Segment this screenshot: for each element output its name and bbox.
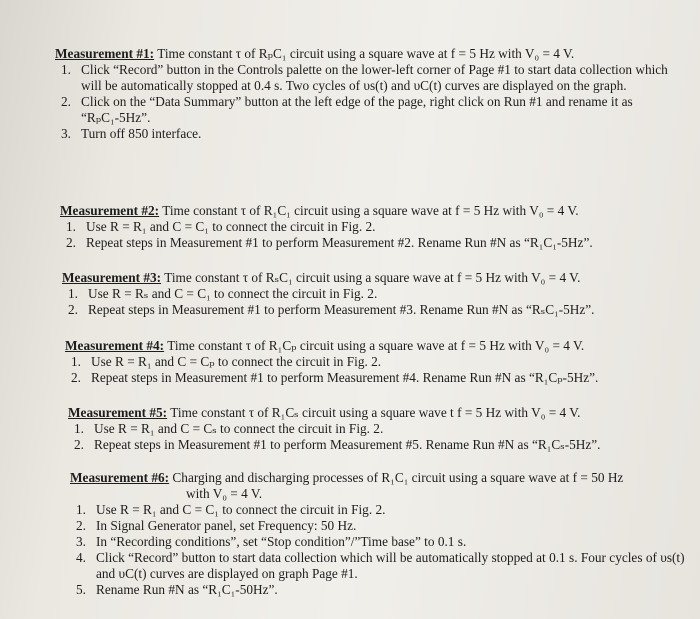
measurement-2 <box>60 203 685 251</box>
measurement-1 <box>55 46 685 142</box>
list-item: 1. Use R = R₁ and C = Cₚ to connect the circuit in Fig. 2. <box>71 354 382 369</box>
list-item: 1. Click “Record” button in the Controls palette on the lower-left corner of Page #1 to start data collection which will be automatically stopped at 0.4 s. Two cycles of υs(t) and υC(t) curves are displayed on the graph. <box>61 62 668 93</box>
list-item: 1. Use R = R₁ and C = Cₛ to connect the circuit in Fig. 2. <box>74 421 384 436</box>
measurement-6-title: Measurement #6: <box>70 470 170 485</box>
list-item: 4. Click “Record” button to start data collection which will be automatically stopped at 0.1 s. Four cycles of υs(t) and υC(t) curves are displayed on graph Page #1. <box>76 550 685 581</box>
measurement-1-desc: Time constant τ of RₚC₁ circuit using a square wave at f = 5 Hz with V₀ = 4 V. <box>157 46 575 61</box>
list-item: 1. Use R = R₁ and C = C₁ to connect the circuit in Fig. 2. <box>66 219 376 234</box>
list-item: 2. Repeat steps in Measurement #1 to perform Measurement #4. Rename Run #N as “R₁Cₚ-5Hz”. <box>71 370 599 385</box>
measurement-5-desc: Time constant τ of R₁Cₛ circuit using a square wave t f = 5 Hz with V₀ = 4 V. <box>170 405 581 420</box>
measurement-1-title: Measurement #1: <box>55 46 155 61</box>
measurement-4-title: Measurement #4: <box>65 338 165 353</box>
list-item: 2. Repeat steps in Measurement #1 to perform Measurement #5. Rename Run #N as “R₁Cₛ-5Hz”. <box>74 437 601 452</box>
list-item: 1. Use R = R₁ and C = C₁ to connect the circuit in Fig. 2. <box>76 502 386 517</box>
list-item: 3. Turn off 850 interface. <box>61 126 202 141</box>
measurement-6-desc-cont: with V₀ = 4 V. <box>186 486 263 501</box>
list-item: 2. Repeat steps in Measurement #1 to perform Measurement #2. Rename Run #N as “R₁C₁-5Hz”. <box>66 235 593 250</box>
list-item: 5. Rename Run #N as “R₁C₁-50Hz”. <box>76 582 278 597</box>
measurement-2-title: Measurement #2: <box>60 203 160 218</box>
measurement-6 <box>70 470 685 598</box>
measurement-2-desc: Time constant τ of R₁C₁ circuit using a square wave at f = 5 Hz with V₀ = 4 V. <box>162 203 579 218</box>
measurement-3-desc: Time constant τ of RₛC₁ circuit using a square wave at f = 5 Hz with V₀ = 4 V. <box>164 270 581 285</box>
measurement-3-title: Measurement #3: <box>62 270 162 285</box>
list-item: 2. Repeat steps in Measurement #1 to perform Measurement #3. Rename Run #N as “RₛC₁-5Hz”. <box>68 302 595 317</box>
measurement-4 <box>65 338 685 386</box>
measurement-6-desc: Charging and discharging processes of R₁C₁ circuit using a square wave at f = 50 Hz <box>172 470 624 485</box>
measurement-5 <box>68 405 685 453</box>
measurement-5-title: Measurement #5: <box>68 405 168 420</box>
list-item: 1. Use R = Rₛ and C = C₁ to connect the circuit in Fig. 2. <box>68 286 378 301</box>
list-item: 2. Click on the “Data Summary” button at the left edge of the page, right click on Run #1 and rename it as “RₚC₁-5Hz”. <box>61 94 633 125</box>
measurement-3 <box>62 270 685 318</box>
list-item: 3. In “Recording conditions”, set “Stop condition”/”Time base” to 0.1 s. <box>76 534 467 549</box>
measurement-4-desc: Time constant τ of R₁Cₚ circuit using a square wave at f = 5 Hz with V₀ = 4 V. <box>167 338 585 353</box>
list-item: 2. In Signal Generator panel, set Frequency: 50 Hz. <box>76 518 357 533</box>
